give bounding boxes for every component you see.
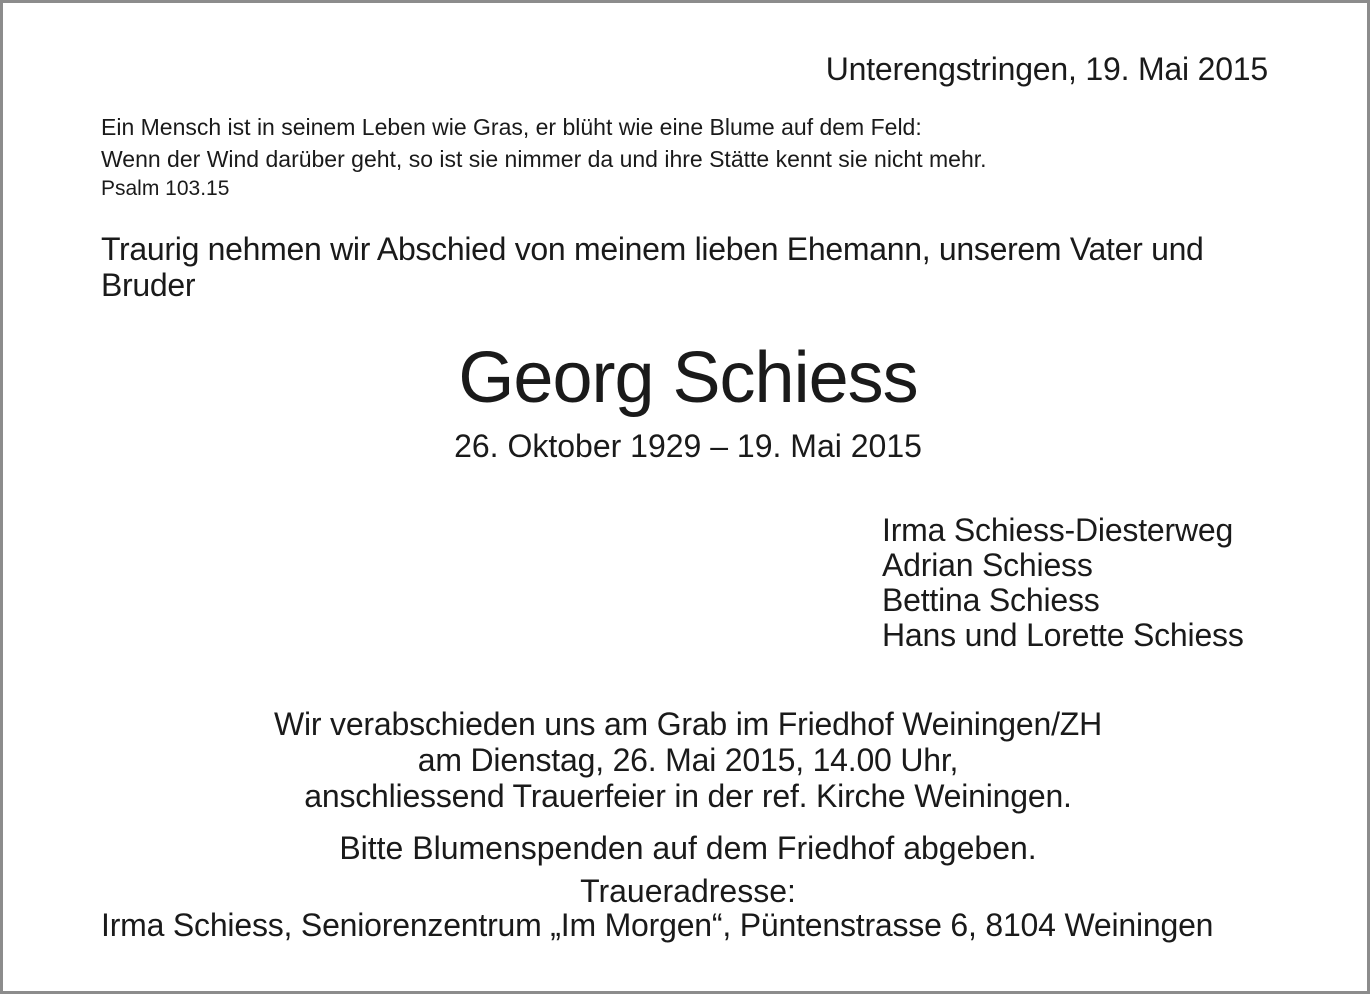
mourner-name: Irma Schiess-Diesterweg [882, 512, 1234, 548]
mourners-list [882, 513, 1244, 653]
mourner-name: Bettina Schiess [882, 582, 1100, 618]
mourner-name: Adrian Schiess [882, 547, 1093, 583]
intro-line-2: Bruder [101, 267, 196, 303]
place-date: Unterengstringen, 19. Mai 2015 [825, 51, 1268, 87]
lifespan-dates: 26. Oktober 1929 – 19. Mai 2015 [454, 428, 922, 464]
ceremony-details [3, 706, 1370, 814]
mourning-address: Irma Schiess, Seniorenzentrum „Im Morgen“, Püntenstrasse 6, 8104 Weiningen [101, 907, 1214, 943]
deceased-name: Georg Schiess [458, 338, 918, 418]
flowers-note: Bitte Blumenspenden auf dem Friedhof abgeben. [339, 830, 1037, 866]
verse-reference: Psalm 103.15 [101, 177, 230, 200]
verse-line-2: Wenn der Wind darüber geht, so ist sie nimmer da und ihre Stätte kennt sie nicht mehr. [101, 146, 987, 172]
ceremony-line-1: Wir verabschieden uns am Grab im Friedhof Weiningen/ZH [273, 706, 1103, 742]
ceremony-line-2: am Dienstag, 26. Mai 2015, 14.00 Uhr, [417, 742, 959, 778]
address-label: Traueradresse: [580, 873, 796, 909]
ceremony-line-3: anschliessend Trauerfeier in der ref. Kirche Weiningen. [304, 778, 1072, 814]
mourner-name: Hans und Lorette Schiess [882, 617, 1244, 653]
psalm-verse [101, 111, 987, 203]
farewell-intro [101, 231, 1281, 303]
intro-line-1: Traurig nehmen wir Abschied von meinem lieben Ehemann, unserem Vater und [101, 231, 1204, 267]
verse-line-1: Ein Mensch ist in seinem Leben wie Gras, er blüht wie eine Blume auf dem Feld: [101, 114, 922, 140]
